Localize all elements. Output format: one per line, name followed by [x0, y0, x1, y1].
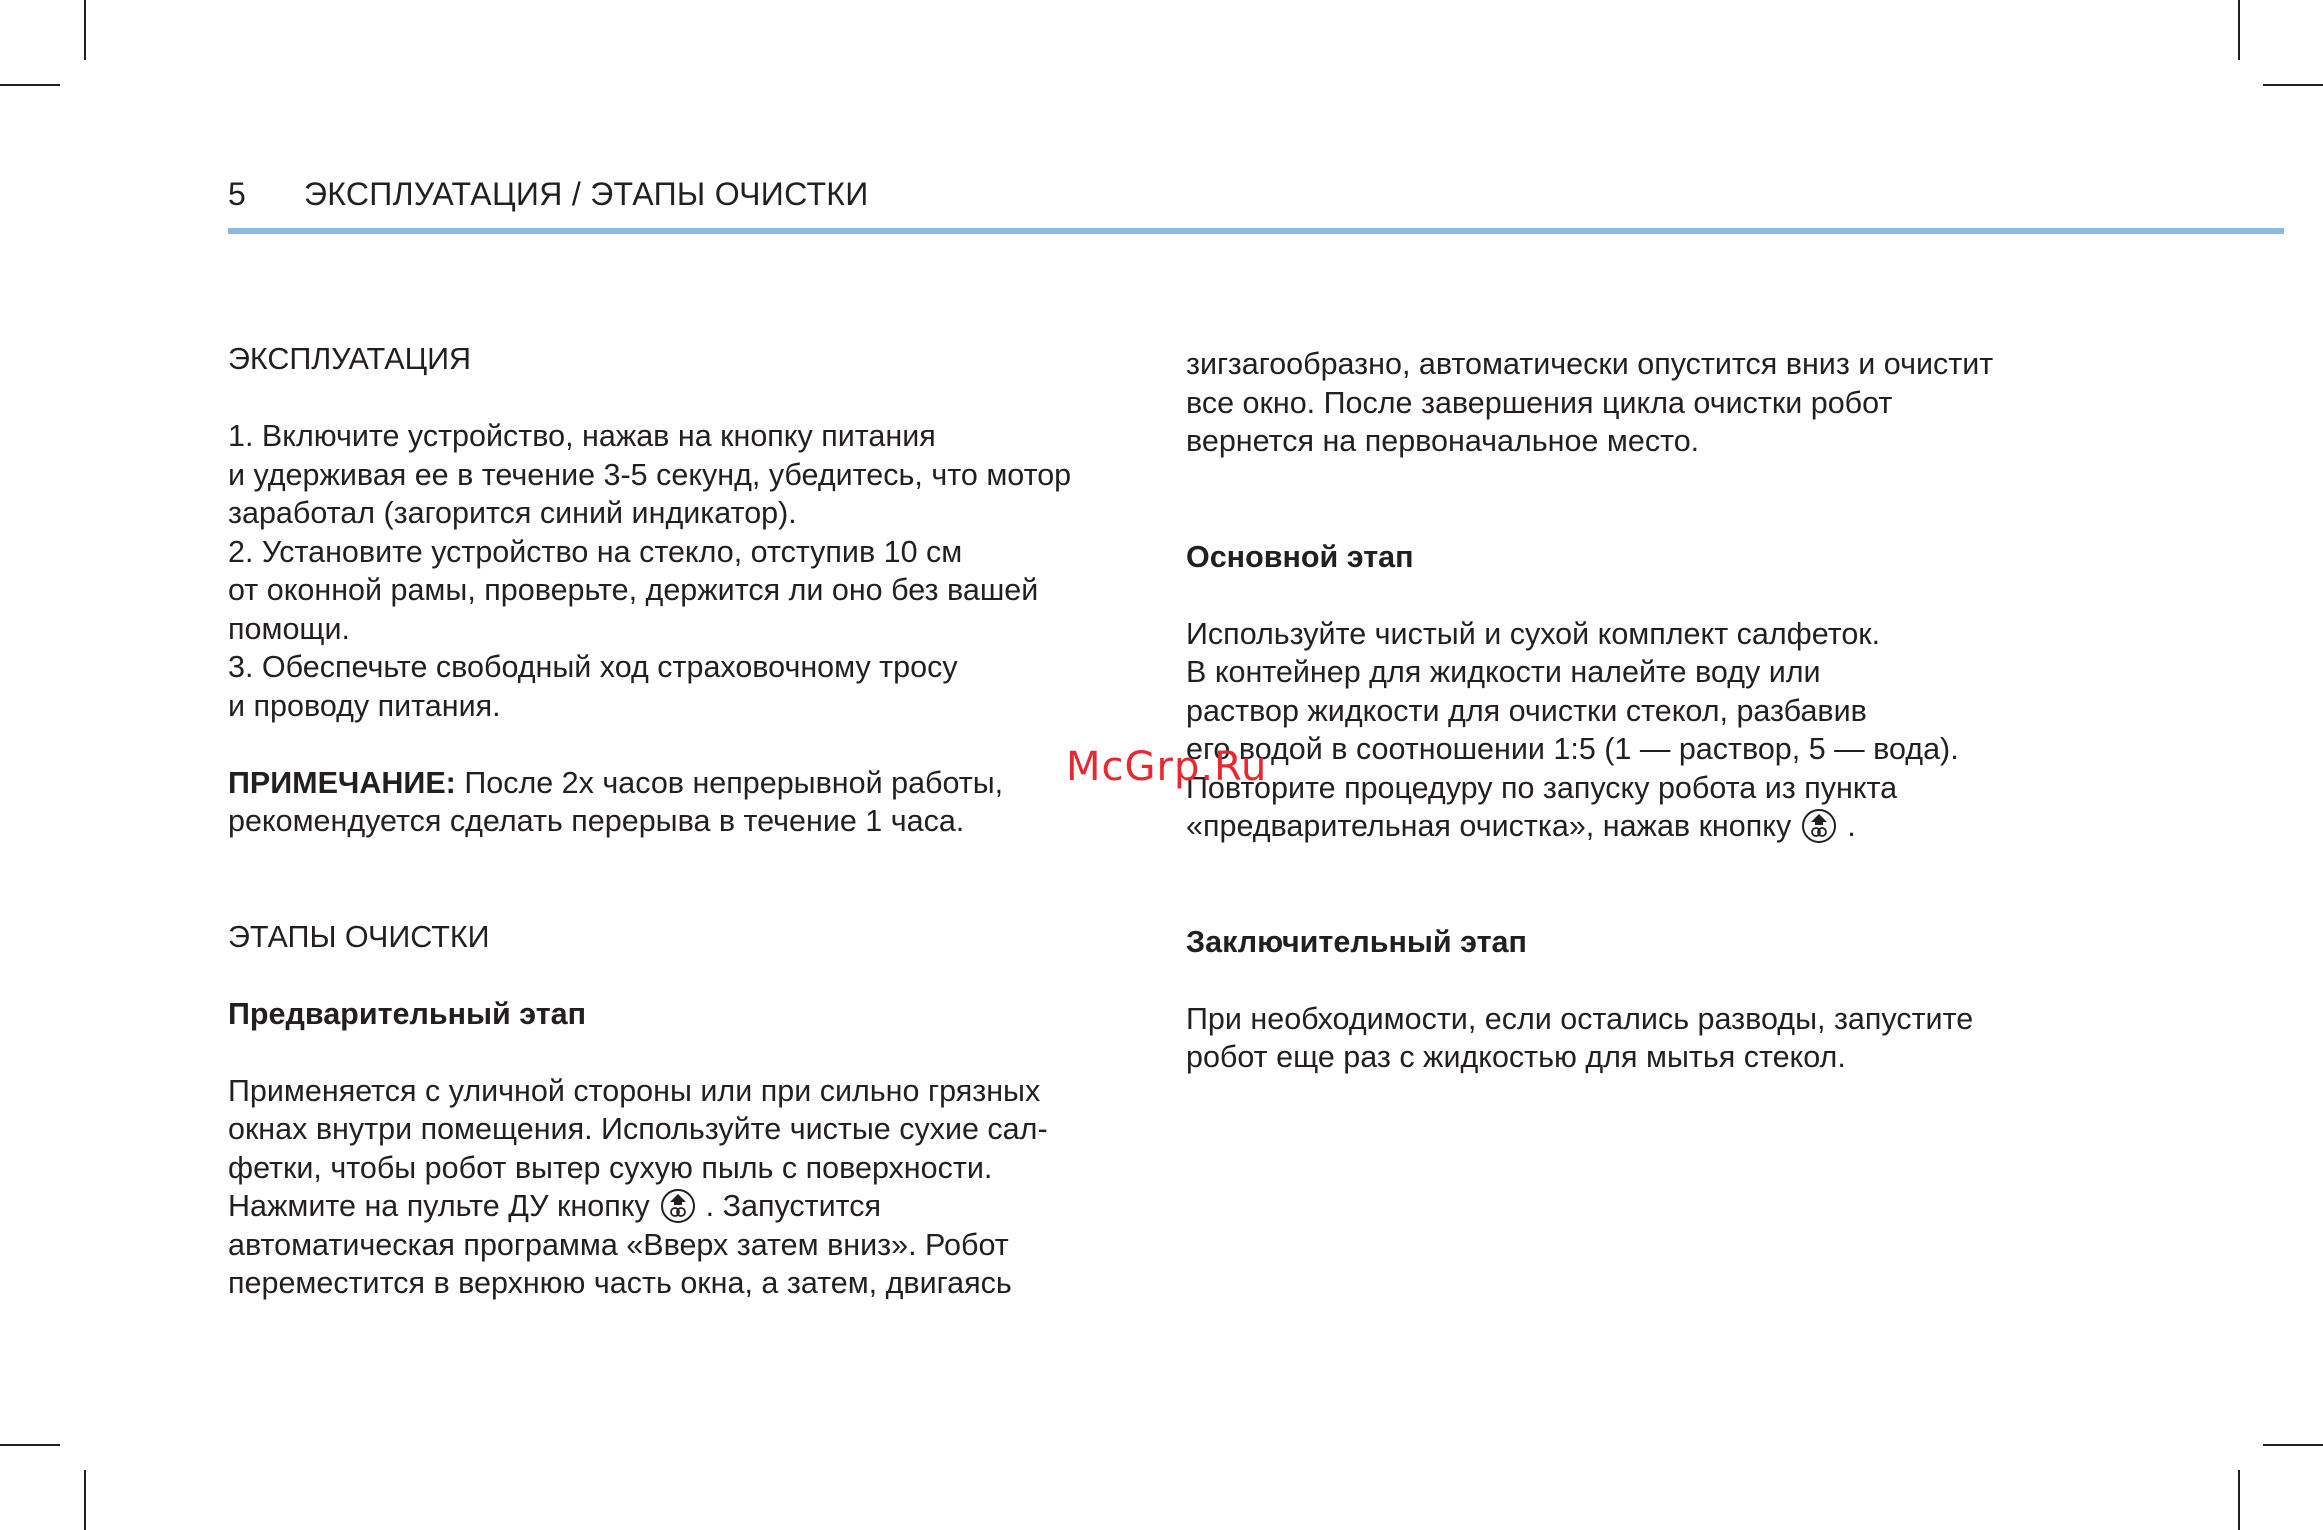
- main-line6-before: «предварительная очистка», нажав кнопку: [1186, 809, 1792, 843]
- main-line5: Повторите процедуру по запуску робота из пункта: [1186, 770, 1898, 805]
- step1-line1: 1. Включите устройство, нажав на кнопку питания: [228, 419, 936, 453]
- note-label: ПРИМЕЧАНИЕ:: [228, 765, 456, 800]
- preliminary-continued-line2: все окно. После завершения цикла очистки робот: [1186, 385, 1893, 420]
- crop-mark-top-right-vertical: [2238, 0, 2240, 60]
- note-text: После 2х часов непрерывной работы,: [455, 765, 1004, 800]
- main-heading: Основной этап: [1186, 539, 1414, 574]
- crop-mark-bottom-left-horizontal: [0, 1444, 60, 1446]
- right-column: [1186, 345, 2126, 1077]
- crop-mark-bottom-left-vertical: [84, 1470, 86, 1530]
- operation-title: ЭКСПЛУАТАЦИЯ: [228, 342, 472, 376]
- preliminary-line4-after: . Запустится: [705, 1189, 882, 1223]
- up-arrow-circle-button-icon: [660, 1188, 696, 1224]
- header-rule: [228, 228, 2284, 234]
- main-line1: Используйте чистый и сухой комплект салфеток.: [1186, 616, 1881, 651]
- page-number: 5: [228, 176, 246, 212]
- step2-line3: помощи.: [228, 611, 351, 646]
- preliminary-line1: Применяется с уличной стороны или при сильно грязных: [228, 1073, 1041, 1108]
- final-line2: робот еще раз с жидкостью для мытья стекол.: [1186, 1040, 1846, 1074]
- step1-line2: и удерживая ее в течение 3-5 секунд, убедитесь, что мотор: [228, 457, 1072, 492]
- step3-line2: и проводу питания.: [228, 688, 501, 723]
- main-line3: раствор жидкости для очистки стекол, разбавив: [1186, 693, 1867, 728]
- preliminary-line4: [228, 1187, 1168, 1226]
- crop-mark-top-left-vertical: [84, 0, 86, 60]
- crop-mark-bottom-right-vertical: [2238, 1470, 2240, 1530]
- step2-line1: 2. Установите устройство на стекло, отступив 10 см: [228, 534, 963, 569]
- final-heading: Заключительный этап: [1186, 924, 1527, 959]
- step2-line2: от оконной рамы, проверьте, держится ли оно без вашей: [228, 573, 1039, 607]
- preliminary-line2: окнах внутри помещения. Используйте чистые сухие сал-: [228, 1112, 1048, 1146]
- running-title: ЭКСПЛУАТАЦИЯ / ЭТАПЫ ОЧИСТКИ: [304, 176, 869, 212]
- preliminary-continued-line1: зигзагообразно, автоматически опустится вниз и очистит: [1186, 347, 1994, 381]
- main-line6: [1186, 807, 2126, 846]
- watermark: McGrp.Ru: [1066, 744, 1268, 790]
- preliminary-line3: фетки, чтобы робот вытер сухую пыль с поверхности.: [228, 1150, 993, 1185]
- preliminary-line5: автоматическая программа «Вверх затем вниз». Робот: [228, 1227, 1009, 1262]
- preliminary-continued-line3: вернется на первоначальное место.: [1186, 424, 1700, 458]
- main-line6-after: .: [1847, 809, 1856, 843]
- up-arrow-circle-button-icon: [1801, 808, 1837, 844]
- main-line4: его водой в соотношении 1:5 (1 — раствор, 5 — вода).: [1186, 732, 1959, 766]
- note-line1: [228, 764, 1168, 803]
- main-line2: В контейнер для жидкости налейте воду или: [1186, 655, 1821, 689]
- crop-mark-top-right-horizontal: [2263, 84, 2323, 86]
- crop-mark-top-left-horizontal: [0, 84, 60, 86]
- step3-line1: 3. Обеспечьте свободный ход страховочному тросу: [228, 650, 958, 684]
- preliminary-heading: Предварительный этап: [228, 996, 587, 1031]
- note-line2: рекомендуется сделать перерыва в течение 1 часа.: [228, 804, 965, 838]
- step1-line3: заработал (загорится синий индикатор).: [228, 496, 797, 530]
- left-column: [228, 340, 1168, 1303]
- preliminary-line4-before: Нажмите на пульте ДУ кнопку: [228, 1189, 650, 1223]
- cleaning-title: ЭТАПЫ ОЧИСТКИ: [228, 919, 490, 954]
- page-header: [228, 176, 2284, 236]
- crop-mark-bottom-right-horizontal: [2263, 1444, 2323, 1446]
- preliminary-line6: переместится в верхнюю часть окна, а затем, двигаясь: [228, 1266, 1012, 1300]
- final-line1: При необходимости, если остались разводы, запустите: [1186, 1001, 1974, 1036]
